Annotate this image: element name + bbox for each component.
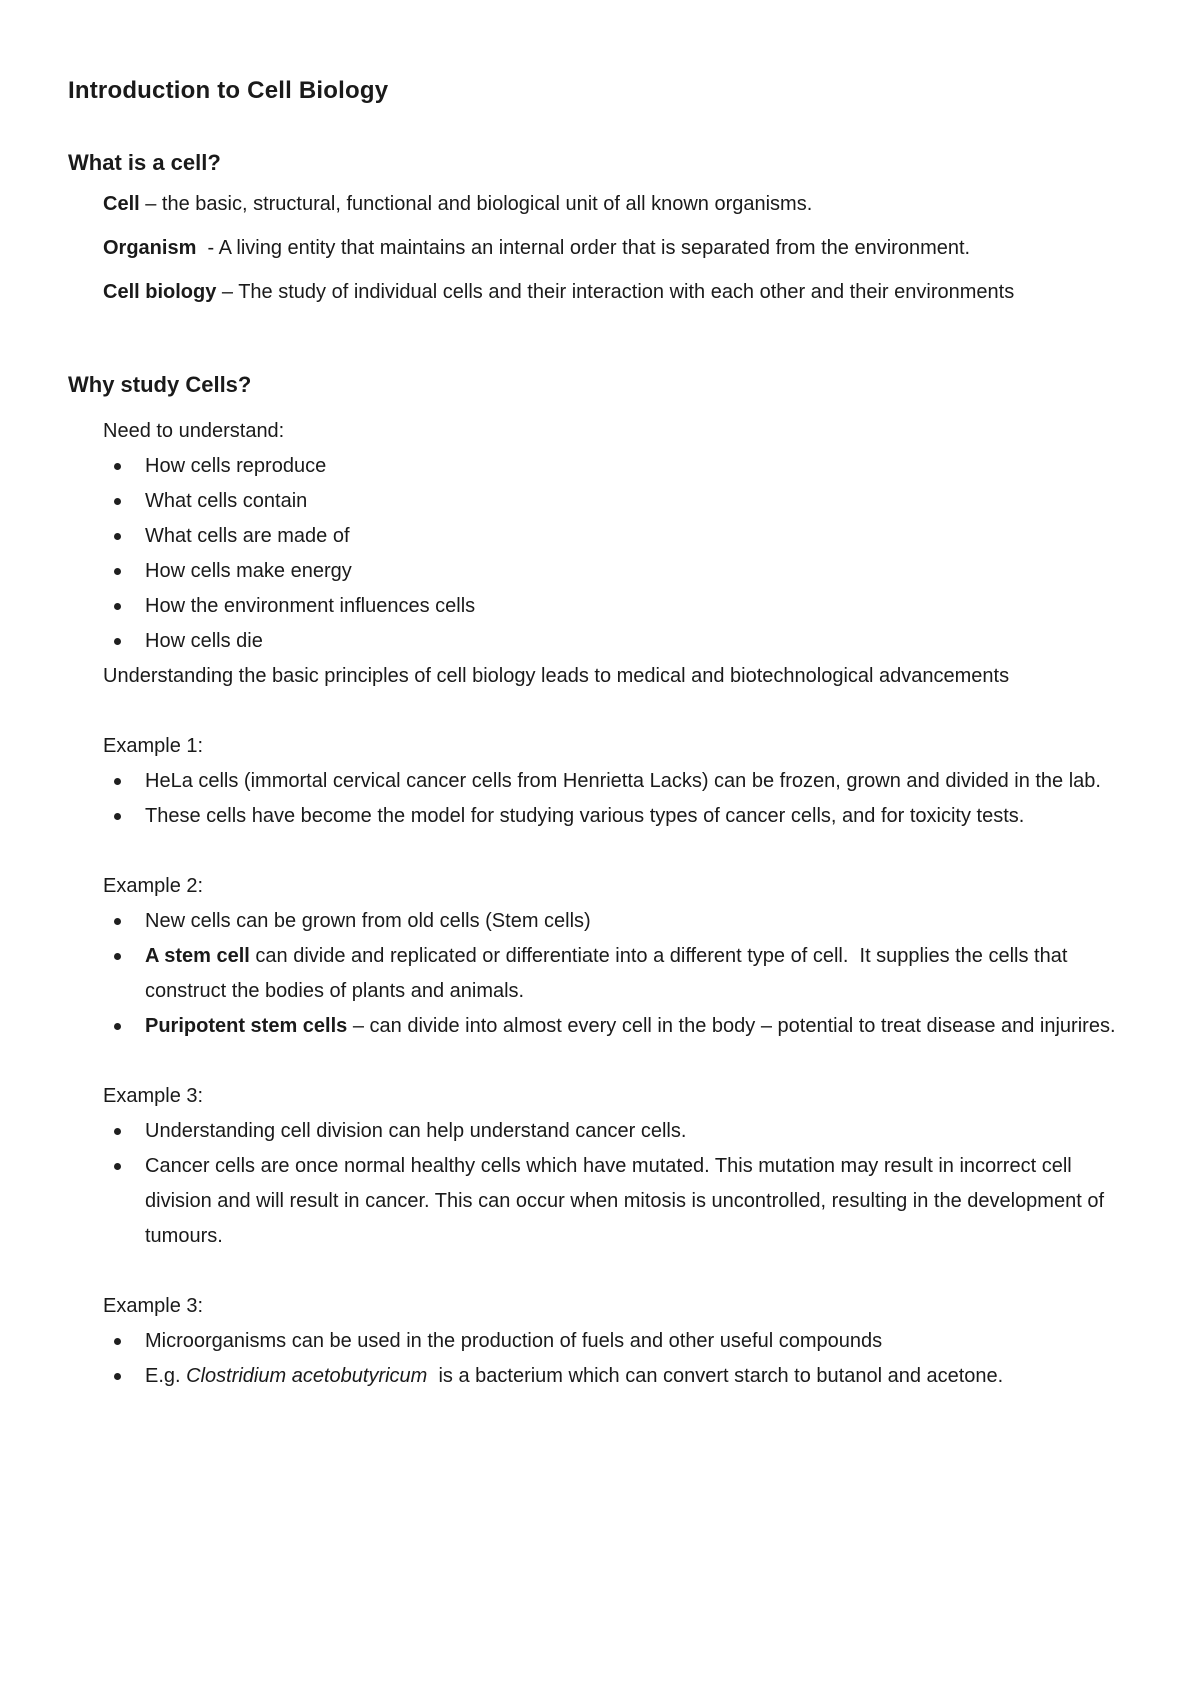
bold-term-puripotent-stem-cells: Puripotent stem cells: [145, 1015, 348, 1037]
section-heading-what-is-a-cell: What is a cell?: [68, 150, 221, 175]
document-title: Introduction to Cell Biology: [68, 77, 389, 104]
bullet-icon: [114, 484, 145, 505]
bullet-text: How cells die: [145, 630, 263, 652]
bullet-text: What cells contain: [145, 490, 308, 512]
bullet-text: How the environment influences cells: [145, 595, 476, 617]
why-study-cells-list: [68, 449, 1143, 659]
list-item: [114, 519, 1143, 554]
example-2-block: [68, 869, 1143, 1044]
bullet-icon: [114, 1114, 145, 1135]
example-1-list: [68, 764, 1143, 834]
bullet-text: [145, 1009, 1143, 1044]
list-item: [114, 1359, 1143, 1394]
bold-term-a-stem-cell: A stem cell: [145, 945, 250, 967]
definition-term-cell-biology: Cell biology: [103, 281, 217, 303]
definition-term-cell: Cell: [103, 193, 140, 215]
example-2-list: [68, 904, 1143, 1044]
example-4-list: [68, 1324, 1143, 1394]
definition-text-cell: – the basic, structural, functional and biological unit of all known organisms.: [139, 193, 813, 215]
list-item: [114, 764, 1143, 799]
bullet-icon: [114, 1009, 145, 1030]
list-item: [114, 589, 1143, 624]
bullet-text: How cells make energy: [145, 560, 352, 582]
bullet-text: HeLa cells (immortal cervical cancer cells from Henrietta Lacks) can be frozen, grown and divided in the lab.: [145, 770, 1101, 792]
example-3-block: [68, 1079, 1143, 1254]
definition-term-organism: Organism: [103, 237, 197, 259]
bullet-icon: [114, 589, 145, 610]
bullet-icon: [114, 624, 145, 645]
bullet-icon: [114, 939, 145, 960]
bullet-icon: [114, 449, 145, 470]
bullet-text: Microorganisms can be used in the production of fuels and other useful compounds: [145, 1330, 883, 1352]
example-2-label: Example 2:: [103, 875, 204, 897]
definition-organism: [103, 231, 1143, 266]
bullet-icon: [114, 1324, 145, 1345]
list-item: [114, 449, 1143, 484]
bullet-icon: [114, 799, 145, 820]
bullet-icon: [114, 764, 145, 785]
italic-term-clostridium: Clostridium acetobutyricum: [186, 1365, 428, 1387]
definition-text-organism: - A living entity that maintains an internal order that is separated from the environment.: [196, 237, 971, 259]
bullet-icon: [114, 1359, 145, 1380]
example-4-label: Example 3:: [103, 1295, 204, 1317]
list-item: [114, 1149, 1143, 1254]
bullet-icon: [114, 519, 145, 540]
definition-cell: [103, 187, 1143, 222]
bullet-text: Cancer cells are once normal healthy cells which have mutated. This mutation may result in incorrect cell division and will result in cancer. This can occur when mitosis is uncontrolled, resulting in the development of tumours.: [145, 1155, 1110, 1247]
bullet-text-rest: – can divide into almost every cell in the body – potential to treat disease and injurires.: [347, 1015, 1116, 1037]
list-item: [114, 624, 1143, 659]
bullet-text-rest: is a bacterium which can convert starch to butanol and acetone.: [427, 1365, 1004, 1387]
bullet-text: These cells have become the model for studying various types of cancer cells, and for toxicity tests.: [145, 805, 1025, 827]
example-1-label: Example 1:: [103, 735, 204, 757]
list-item: [114, 904, 1143, 939]
bullet-text: New cells can be grown from old cells (Stem cells): [145, 910, 591, 932]
section-heading-why-study-cells: Why study Cells?: [68, 372, 252, 397]
bullet-icon: [114, 904, 145, 925]
bullet-icon: [114, 554, 145, 575]
bullet-text-rest: can divide and replicated or differentiate into a different type of cell. It supplies the cells that construct the bodies of plants and animals.: [145, 945, 1073, 1002]
example-1-block: [68, 729, 1143, 834]
bullet-text: Understanding cell division can help understand cancer cells.: [145, 1120, 687, 1142]
bullet-text: [145, 939, 1143, 1009]
definition-cell-biology: [103, 275, 1143, 310]
list-item: [114, 1009, 1143, 1044]
list-item: [114, 1114, 1143, 1149]
list-item: [114, 554, 1143, 589]
need-to-understand-text: Need to understand:: [103, 420, 285, 442]
why-study-cells-conclusion: Understanding the basic principles of cell biology leads to medical and biotechnological advancements: [103, 665, 1010, 687]
example-3-label: Example 3:: [103, 1085, 204, 1107]
list-item: [114, 939, 1143, 1009]
list-item: [114, 1324, 1143, 1359]
bullet-icon: [114, 1149, 145, 1170]
definition-text-cell-biology: – The study of individual cells and their interaction with each other and their environments: [216, 281, 1015, 303]
bullet-text: What cells are made of: [145, 525, 350, 547]
bullet-text: [145, 1359, 1143, 1394]
example-3-list: [68, 1114, 1143, 1254]
list-item: [114, 799, 1143, 834]
bullet-text: How cells reproduce: [145, 455, 327, 477]
list-item: [114, 484, 1143, 519]
bullet-text-prefix: E.g.: [145, 1365, 187, 1387]
example-4-block: [68, 1289, 1143, 1394]
